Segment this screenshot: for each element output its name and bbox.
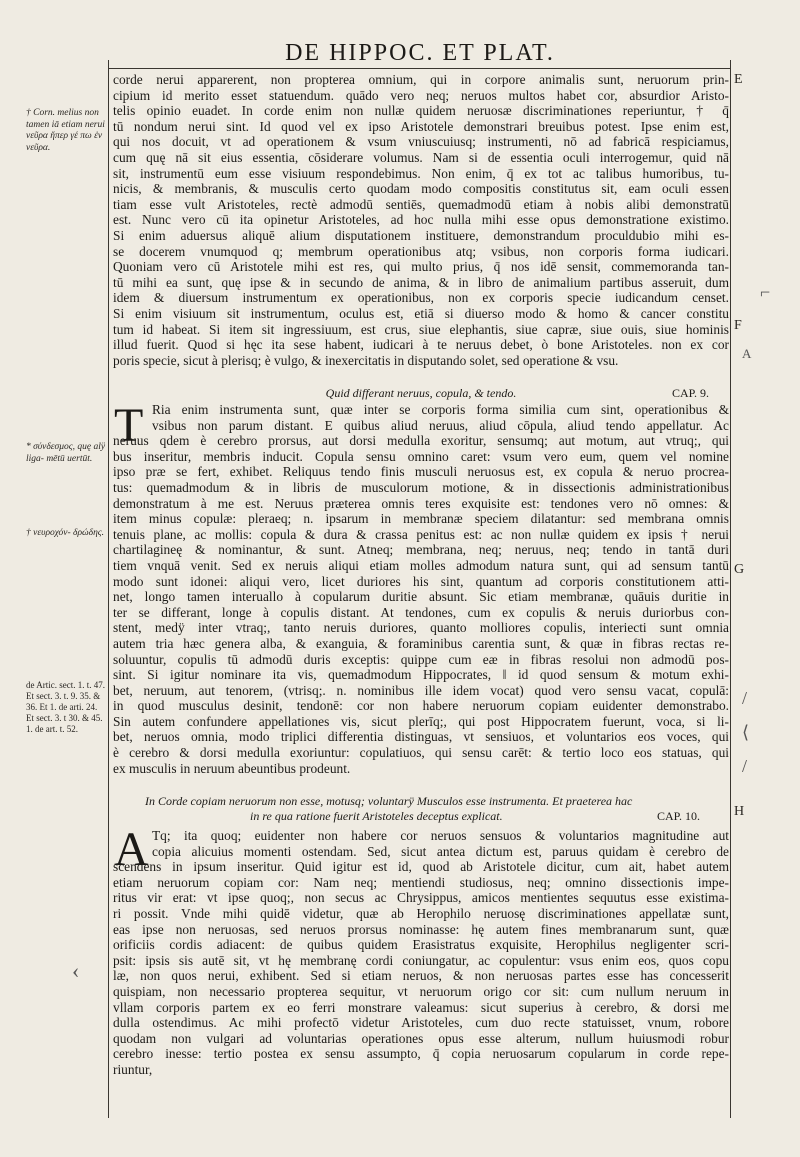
right-rule [730, 60, 731, 1118]
text-line: è cerebro & dorsi medulla exoriuntur: copulatiuos, qui sensu carēt: & tertio loco eos statuas, qui [113, 745, 729, 761]
text-line: tenuis plane, ac mollis: copula & dura & crassa penitus est: ac non nullæ quidem ex ipsis † nerui [113, 526, 729, 542]
text-line: ex musculis in neruum abeuntibus prodeunt. [113, 760, 351, 776]
text-line: quodam non vulgari ad voluntarias operationes opus esse alterum, nullum huiusmodi robur [113, 1030, 729, 1046]
text-line: tum id habeat. Si item sit ingressiuum, est crus, siue elephantis, siue capræ, siue ouis, siue hominis [113, 321, 729, 337]
text-line: ri possit. Vnde mihi quidē videtur, quæ ab Herophilo neruosę discriminationes appellatæ sunt, [113, 905, 729, 921]
text-line: bet, neruos omnia, modo triplici differentia distinguas, vt sensiuos, et voluntarios eos voces, qui [113, 729, 729, 745]
text-line: tū mihi ea sunt, quę ipse & in secundo de anima, & in libro de animalium partibus asseruit, dum [113, 274, 729, 290]
text-line: tū nondum nerui sint. Id quod vel ex ipso Aristotele demonstrari breuibus potest. Ipse enim est, [113, 118, 729, 134]
text-line: quispiam, non necessario propterea sequitur, vt neruorum origo cor sit: cum nullum neruum in [113, 983, 729, 999]
block-2-first-line: Ria enim instrumenta sunt, quæ inter se corporis forma similia cum sint, operationibus & [152, 402, 729, 417]
running-head: DE HIPPOC. ET PLAT. [285, 40, 555, 66]
pencil-mark-3: / [742, 688, 748, 708]
text-line: modo sunt idonei: aliqui vero, licet duriores his sint, quantum ad corporis constitutionem atti- [113, 573, 729, 589]
pencil-mark-2: A [742, 346, 752, 361]
pencil-mark-1: ⌐ [760, 282, 771, 302]
pencil-mark-4: ⟨ [742, 722, 750, 742]
chapter-9-heading [113, 386, 729, 401]
text-line: vllam corporis partem ex eo ferri monstrare valeamus: sicut superius à cerebro, & dorsi me [113, 999, 729, 1015]
text-line: poris specie, sicut à plerisq; è vulgo, & inexercitatis in disputando solet, sed operatione & vsu. [113, 352, 619, 368]
pencil-mark-5: / [742, 756, 748, 776]
text-line: vsibus non parum distant. E quibus aliud neruus, aliud cōpula, aliud tendo appellatur. Ac [152, 417, 729, 433]
text-line: corde nerui apparerent, non propterea omnium, qui in corpore animalis sunt, neruorum prin- [113, 72, 729, 87]
text-line: cum quę nā sit eius essentia, cōsiderare volumus. Nam si de essentia oculi interrogemur, quid nā [113, 149, 729, 165]
text-line: Sin autem confundere appellationes vis, sicut plerīq;, qui post Hippocratem fuerunt, voca, si li- [113, 713, 729, 729]
text-line: cipium id merito esset statuendum. quādo vero neq; neruos multos habet cor, absurdior Aristo- [113, 87, 729, 103]
dropcap-t: T [114, 399, 144, 452]
text-line: sit, instrumentū eum esse visiuum respondebimus. Non enim, q̄ ex tot ac talibus humoribus, tu- [113, 165, 729, 181]
text-line: psit: ipsis sis autē sit, vt hę membranę cordi coniungatur, ac copulentur: vsus enim eos, quos copu [113, 952, 729, 968]
margin-note-4: de Artic. sect. 1. t. 47. Et sect. 3. t. 9. 35. & 36. Et 1. de arti. 24. Et sect. 3. t 30. & 45. 1. de art. t. 52. [26, 680, 105, 734]
text-line: ter se differant, longe à copulis distant. At tendones, cum ex copulis & neruis duriorbus con- [113, 604, 729, 620]
text-line: soluuntur, copulis tū admodū duris exceptis: quippe cum eæ in fibras resolui non admodū pos- [113, 651, 729, 667]
text-line: bet, neruum, aut tenorem, (vtrisq;. n. nominibus ille idem vocat) quod vero sensu vacat, copulā: [113, 682, 729, 698]
margin-note-1: † Corn. melius non tamen iā etiam nerui νεῦρα ἤπερ γέ πω ἐν νεῦρα. [26, 108, 105, 153]
text-block-3 [113, 844, 729, 1078]
chapter-9-number: CAP. 9. [671, 386, 709, 400]
pencil-mark-6: ‹ [72, 958, 80, 983]
top-rule [108, 68, 731, 69]
left-rule [108, 60, 109, 1118]
text-line: riuntur, [113, 1061, 153, 1077]
text-line: ipso præ se fert, exhibet. Reliquus tendo finis musculi neruosus est, ex copula & neruo procrea- [113, 464, 729, 480]
chapter-10-heading-line-1: In Corde copiam neruorum non esse, motusq; voluntarÿ Musculos esse instrumenta. Et praeterea hac [145, 794, 633, 808]
section-letter-f: F [734, 318, 742, 333]
margin-note-2: * σύνδεσμος, quę alÿ liga- mētū uertūt. [26, 442, 106, 464]
text-line: qui nos docuit, vt ad operationem & vsum vniuscuiusq; instrumenti, nō ad fabricā respiciamus, [113, 134, 729, 150]
block-3-first-line: Tq; ita quoq; euidenter non habere cor neruos sensuos & voluntarios magnitudine aut [152, 828, 729, 843]
text-line: scendens in ipsum inseritur. Quid igitur est id, quod ab Aristotele dicitur, cum ait, habet autem [113, 859, 729, 875]
text-line: nicis, & membranis, & musculis certo quodam modo compositis constitutus sit, eam oculi essen [113, 181, 729, 197]
text-line: tiam esse vult Aristoteles, rectè admodū sentiēs, quemadmodū etiam à nobis alibi demonstratū [113, 196, 729, 212]
text-line: dulla ostendimus. Ac mihi profectō videtur Aristoteles, cum duo recte statuisset, vnum, robore [113, 1015, 729, 1031]
text-block-2 [113, 418, 729, 777]
text-line: est. Nunc vero cū ita opinetur Aristoteles, ad hoc nulla mihi esse opus demonstratione existimo. [113, 212, 729, 228]
text-line: telis opinio euadet. In corde enim non nullæ quidem neruosæ discriminationes reperiuntur, † q̄ [113, 103, 729, 119]
text-line: autem tria hæc genera alba, & exanguia, & foraminibus carentia sunt, & quæ in fibras rectas re- [113, 635, 729, 651]
text-line: orificiis cordis adiacent: de quibus quidem Erasistratus exquisite, Herophilus negligenter scri- [113, 937, 729, 953]
text-line: demonstratum à me est. Neruus præterea omnis teres exquisite est: tendones vero nō omnes: & [113, 495, 729, 511]
text-line: neruus qdem è cerebro prorsus, aut dorsi medulla exoritur, sensumq; aut motum, aut vtruq;, qui [113, 433, 729, 449]
text-line: tus: quemadmodum & in libris de musculorum motione, & in dissectionis administrationibus [113, 479, 729, 495]
text-block-1 [113, 72, 729, 368]
text-line: ritus vir erat: vt ipse quoq;, non secus ac Chrysippus, amicos mentientes sequutus esse existima- [113, 890, 729, 906]
margin-note-3: † νευροχόν- δρώδης. [26, 528, 105, 538]
chapter-9-title: Quid differant neruus, copula, & tendo. [325, 386, 517, 400]
text-line: tiem vnquā venit. Sed ex neruis aliqui etiam molles admodum natura sunt, qui ad sensum tantū [113, 557, 729, 573]
dropcap-a: A [114, 823, 149, 876]
text-line: copia alicuius momenti ostendam. Sed, sicut antea dictum est, paruus quidam è cerebro de [152, 843, 729, 859]
text-line: stent, medÿ inter vtraq;, tanto neruis duriores, quanto molliores copulis, interiecti sunt omnia [113, 620, 729, 636]
section-letter-h: H [734, 804, 745, 819]
text-line: sint. Si igitur nominare ita vis, quemadmodum Hippocrates, ‖ id quod sensum & motum exhi- [113, 667, 729, 683]
text-line: idem & diuersum instrumentum ex operationibus, non ex corporis specie iudicandum censet. [113, 290, 729, 306]
text-line: net, longo tamen interuallo à copularum duritie absunt. Sic etiam membranæ, quāuis duritie in [113, 589, 729, 605]
text-line: chartilagineę & nominantur, & sunt. Atneq; membrana, neq; neruus, neq; tendo in tantā duri [113, 542, 729, 558]
section-letter-e: E [734, 72, 743, 87]
text-line: eas ipse non neruosas, sed neruos prorsus nominasse: hę autem fines membranarum sunt, quæ [113, 921, 729, 937]
chapter-10-title-2: in re qua ratione fuerit Aristoteles deceptus explicat. [250, 809, 503, 823]
text-line: item minus copulæ: pleraeq; n. ipsarum in membranæ speciem dilatantur: sed membrana omnis [113, 511, 729, 527]
text-line: Si enim visiuum sit instrumentum, oculus est, etiā si diuerso modo & homo & cancer constitu [113, 305, 729, 321]
section-letter-g: G [734, 562, 745, 577]
text-line: Si enim aduersus aliquē alium disputationem instituere, demonstrandum proculdubio mihi es- [113, 227, 729, 243]
text-line: cerebro inesse: tertio postea ex sensu assumpto, q̄ copia neruosarum copularum in corde repe- [113, 1046, 729, 1062]
chapter-10-heading-line-2 [250, 809, 720, 824]
text-line: bus inseritur, membris inducit. Copula sensu omnino caret: vsum vero eum, quem vel nomine [113, 448, 729, 464]
text-line: se docerem vnumquod q; membrum operationibus atq; vsibus, non corporis forma iudicari. [113, 243, 729, 259]
text-line: illud fuerit. Quod si hęc ita sese habent, iudicari à te neruus debet, ò bone Aristoteles. non ex cor [113, 337, 729, 353]
chapter-10-number: CAP. 10. [656, 809, 700, 823]
text-line: in quod musculus desinit, tendonē: cor non habere neruorum copiam euidenter demonstrabo. [113, 698, 729, 714]
text-line: Quoniam vero cū Aristotele mihi est res, qui multo prius, q̄ nos idē sensit, commemoranda tan- [113, 259, 729, 275]
text-line: læ, non quos nerui, exhibent. Sed si etiam neruos, & non neruosas partes esse has concesserit [113, 968, 729, 984]
text-line: etiam neruorum copiam cor: Nam neq; mentiendi studiosus, neq; omnino dissectionis impe- [113, 874, 729, 890]
